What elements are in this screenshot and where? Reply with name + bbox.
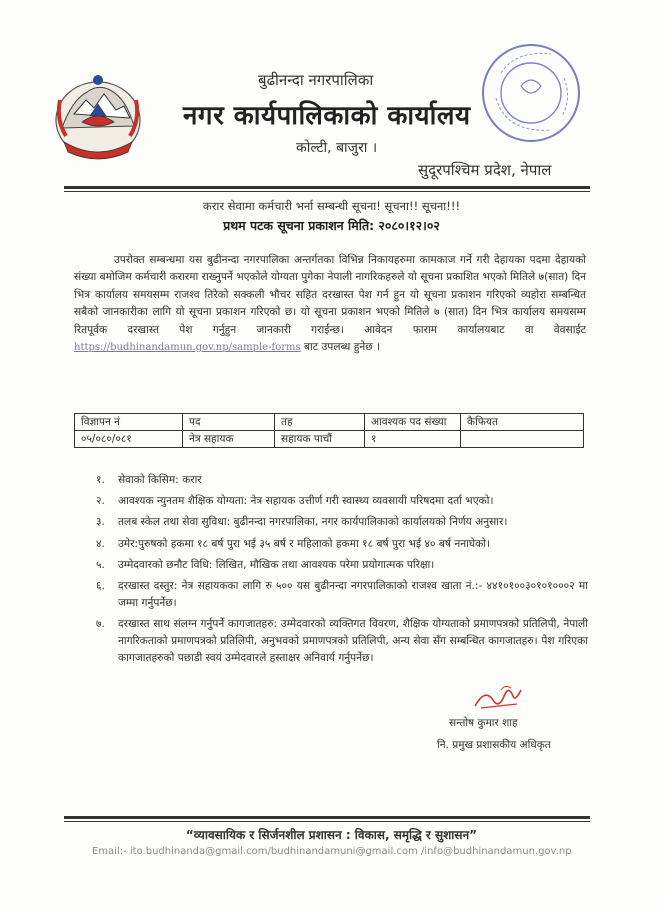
col-required-posts: आवश्यक पद संख्या xyxy=(365,414,461,431)
office-address: कोल्टी, बाजुरा । xyxy=(296,140,378,156)
list-item-number: ४. xyxy=(96,537,105,550)
list-item-number: १. xyxy=(96,474,105,486)
vacancy-table xyxy=(74,413,584,448)
province-name: सुदूरपश्चिम प्रदेश, नेपाल xyxy=(418,161,552,179)
list-item-text: दरखास्त साथ संलग्न गर्नुपर्ने कागजातहरु: उम्मेदवारको व्यक्तिगत विवरण, शैक्षिक योग्यताको प्रमाणपत्रको प्रतिलिपी, नेपाली नागरिकताको प्रमाणपत्रको प्रतिलिपी, अनुभवको प्रमाणपत्रको प्रतिलिपी, अन्य सेवा सँग सम्बन्धित कागजातहरु। पेश गरिएका कागजातहरुको पछाडी स्वयं उम्मेदवारले हस्ताक्षर अनिवार्य गर्नुपर्नेछ। xyxy=(118,618,588,665)
official-stamp-icon xyxy=(476,38,586,148)
list-item-text: तलब स्केल तथा सेवा सुविधा: बुढीनन्दा नगरपालिका, नगर कार्यपालिकाको कार्यालयको निर्णय अनुसार। xyxy=(118,516,508,529)
list-item-number: २. xyxy=(96,495,105,508)
footer-divider-thick xyxy=(64,816,590,819)
notice-body-end: बाट उपलब्ध हुनेछ । xyxy=(300,341,381,354)
table-row xyxy=(75,431,584,448)
header-divider-thin xyxy=(64,191,590,192)
footer-divider-thin xyxy=(64,821,590,822)
notice-body-text: उपरोक्त सम्बन्धमा यस बुढीनन्दा नगरपालिका अन्तर्गतका विभिन्न निकायहरुमा कामकाज गर्ने गरी देहायका पदमा देहायको संख्या बमोजिम कर्मचारी करारमा राख्नुपर्ने भएकोले योग्यता पुगेका नेपाली नागरिकहरुले यो सूचना प्रकाशित भएको मितिले ७(सात) दिन भित्र कार्यालय समयसम्म राजश्व तिरेको सक्कली भौचर सहित दरखास्त पेश गर्न हुन यो सूचना प्रकाशन गरिएको व्यहोरा सम्बन्धित सबैको जानकारीका लागि यो सूचना प्रकाशन गरिएको छ। यो सूचना प्रकाशन भएको मितिले ७ (सात) दिन भित्र कार्यालय समयसम्म रितपूर्वक दरखास्त पेश गर्नुहुन जानकारी गराईन्छ। आवेदन फाराम कार्यालयबाट वा वेवसाईट xyxy=(74,254,586,336)
list-item-text: उम्मेदवारको छनौट विधि: लिखित, मौखिक तथा आवश्यक परेमा प्रयोगात्मक परिक्षा। xyxy=(118,558,435,571)
list-item-number: ५. xyxy=(96,558,105,571)
cell-level: सहायक पाचौं xyxy=(275,431,365,448)
signer-title: नि. प्रमुख प्रशासकीय अधिकृत xyxy=(437,739,551,751)
list-item-text: उमेर:पुरुषको हकमा १८ बर्ष पुरा भई ३५ बर्ष र महिलाको हकमा १८ बर्ष पुरा भई ४० बर्ष ननाघेको। xyxy=(118,537,491,550)
list-item xyxy=(96,536,588,553)
office-title: नगर कार्यपालिकाको कार्यालय xyxy=(183,101,471,131)
col-advert-no: विज्ञापन नं xyxy=(75,414,183,431)
list-item xyxy=(96,472,588,489)
conditions-list xyxy=(96,472,588,671)
cell-advert-no: ०५/०८०/०८१ xyxy=(75,431,183,448)
list-item-number: ७. xyxy=(96,618,105,631)
list-item-number: ६. xyxy=(96,579,105,592)
footer-emails: Email:- ito.budhinanda@gmail.com/budhinandamuni@gmail.com /info@budhinandamun.gov.np xyxy=(92,846,572,857)
handwritten-signature-icon xyxy=(471,682,527,712)
vacancy-table-header xyxy=(75,414,584,431)
list-item xyxy=(96,557,588,574)
footer-motto: “व्यावसायिक र सिर्जनशील प्रशासन : विकास, समृद्धि र सुशासन” xyxy=(185,828,478,842)
list-item xyxy=(96,578,588,612)
list-item xyxy=(96,493,588,510)
list-item-text: दरखास्त दस्तुर: नेत्र सहायकका लागि रु ५०० यस बुढीनन्दा नगरपालिकाको राजश्व खाता नं.:- ४४१०१००३०१०१०००२ मा जम्मा गर्नुपर्नेछ। xyxy=(118,579,588,609)
notice-publish-date: प्रथम पटक सूचना प्रकाशन मिति: २०८०।१२।०२ xyxy=(223,218,440,233)
col-post: पद xyxy=(183,414,275,431)
municipality-name: बुढीनन्दा नगरपालिका xyxy=(258,71,374,89)
col-level: तह xyxy=(275,414,365,431)
sample-forms-link[interactable]: https://budhinandamun.gov.np/sample-forms xyxy=(74,342,301,354)
list-item-text: आवश्यक न्युनतम शैक्षिक योग्यता: नेत्र सहायक उत्तीर्ण गरी स्वास्थ्य व्यवसायी परिषदमा दर्ता भएको। xyxy=(118,495,494,508)
list-item xyxy=(96,514,588,531)
nepal-emblem-icon xyxy=(52,70,144,162)
cell-remarks xyxy=(461,431,584,448)
cell-post: नेत्र सहायक xyxy=(183,431,275,448)
list-item-text: सेवाको किसिम: करार xyxy=(118,474,202,486)
signer-name: सन्तोष कुमार शाह xyxy=(449,717,518,729)
list-item-number: ३. xyxy=(96,516,105,529)
notice-heading: करार सेवामा कर्मचारी भर्ना सम्बन्धी सूचना! सूचना!! सूचना!!! xyxy=(202,199,461,213)
list-item xyxy=(96,616,588,667)
notice-body xyxy=(74,252,586,356)
col-remarks: कैफियत xyxy=(461,414,584,431)
header-divider-thick xyxy=(64,186,590,189)
cell-required-posts: १ xyxy=(365,431,461,448)
